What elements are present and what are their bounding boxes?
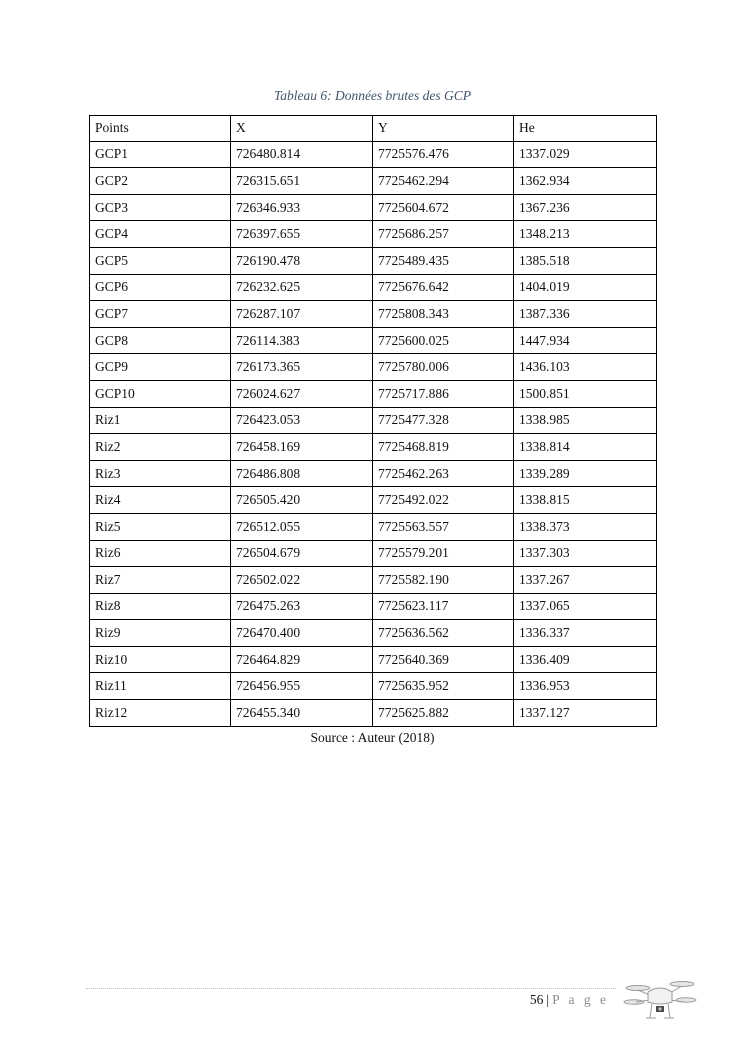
cell-point: Riz1 [90, 407, 231, 434]
cell-y: 7725780.006 [373, 354, 514, 381]
cell-x: 726024.627 [231, 380, 373, 407]
cell-y: 7725623.117 [373, 593, 514, 620]
cell-x: 726505.420 [231, 487, 373, 514]
cell-point: Riz4 [90, 487, 231, 514]
table-row [90, 540, 657, 567]
cell-point: GCP10 [90, 380, 231, 407]
cell-x: 726190.478 [231, 247, 373, 274]
cell-x: 726480.814 [231, 141, 373, 168]
cell-x: 726114.383 [231, 327, 373, 354]
page-number-value: 56 [529, 992, 544, 1007]
table-body [90, 141, 657, 726]
table-row [90, 513, 657, 540]
cell-he: 1367.236 [514, 194, 657, 221]
cell-he: 1336.953 [514, 673, 657, 700]
table-row [90, 593, 657, 620]
cell-he: 1338.814 [514, 434, 657, 461]
cell-he: 1500.851 [514, 380, 657, 407]
drone-icon [622, 972, 698, 1026]
cell-point: GCP4 [90, 221, 231, 248]
cell-y: 7725489.435 [373, 247, 514, 274]
table-row [90, 434, 657, 461]
table-row [90, 567, 657, 594]
cell-y: 7725636.562 [373, 620, 514, 647]
cell-he: 1447.934 [514, 327, 657, 354]
cell-y: 7725582.190 [373, 567, 514, 594]
column-header-y: Y [373, 116, 514, 142]
cell-x: 726397.655 [231, 221, 373, 248]
cell-point: Riz2 [90, 434, 231, 461]
cell-y: 7725462.294 [373, 168, 514, 195]
cell-x: 726486.808 [231, 460, 373, 487]
cell-y: 7725600.025 [373, 327, 514, 354]
cell-he: 1337.127 [514, 700, 657, 727]
cell-y: 7725640.369 [373, 646, 514, 673]
table-row [90, 407, 657, 434]
cell-point: Riz9 [90, 620, 231, 647]
cell-he: 1337.303 [514, 540, 657, 567]
page-word: P a g e [552, 992, 609, 1007]
table-row [90, 274, 657, 301]
cell-he: 1387.336 [514, 301, 657, 328]
cell-point: GCP5 [90, 247, 231, 274]
cell-y: 7725468.819 [373, 434, 514, 461]
cell-y: 7725576.476 [373, 141, 514, 168]
cell-x: 726173.365 [231, 354, 373, 381]
cell-he: 1336.337 [514, 620, 657, 647]
page-number [530, 992, 609, 1008]
cell-y: 7725492.022 [373, 487, 514, 514]
cell-x: 726502.022 [231, 567, 373, 594]
cell-x: 726475.263 [231, 593, 373, 620]
table-source: Source : Auteur (2018) [310, 730, 435, 745]
cell-point: GCP8 [90, 327, 231, 354]
cell-y: 7725462.263 [373, 460, 514, 487]
cell-he: 1338.815 [514, 487, 657, 514]
cell-x: 726423.053 [231, 407, 373, 434]
cell-x: 726456.955 [231, 673, 373, 700]
cell-y: 7725604.672 [373, 194, 514, 221]
cell-point: GCP2 [90, 168, 231, 195]
footer-divider [86, 988, 616, 989]
column-header-he: He [514, 116, 657, 142]
table-row [90, 380, 657, 407]
table-row [90, 460, 657, 487]
page-number-separator: | [546, 992, 550, 1007]
cell-point: GCP7 [90, 301, 231, 328]
table-row [90, 673, 657, 700]
table-row [90, 221, 657, 248]
cell-he: 1436.103 [514, 354, 657, 381]
cell-x: 726458.169 [231, 434, 373, 461]
cell-x: 726512.055 [231, 513, 373, 540]
cell-he: 1337.029 [514, 141, 657, 168]
cell-he: 1339.289 [514, 460, 657, 487]
column-header-x: X [231, 116, 373, 142]
cell-y: 7725808.343 [373, 301, 514, 328]
table-row [90, 301, 657, 328]
cell-point: GCP1 [90, 141, 231, 168]
cell-he: 1337.065 [514, 593, 657, 620]
table-header [90, 116, 657, 142]
table-row [90, 141, 657, 168]
cell-x: 726455.340 [231, 700, 373, 727]
cell-y: 7725676.642 [373, 274, 514, 301]
cell-x: 726504.679 [231, 540, 373, 567]
cell-point: Riz7 [90, 567, 231, 594]
table-row [90, 700, 657, 727]
cell-he: 1348.213 [514, 221, 657, 248]
gcp-data-table [89, 115, 657, 727]
header-row [90, 116, 657, 142]
cell-y: 7725625.882 [373, 700, 514, 727]
cell-y: 7725563.557 [373, 513, 514, 540]
cell-x: 726232.625 [231, 274, 373, 301]
cell-x: 726470.400 [231, 620, 373, 647]
cell-y: 7725686.257 [373, 221, 514, 248]
cell-point: GCP9 [90, 354, 231, 381]
cell-he: 1338.373 [514, 513, 657, 540]
cell-point: Riz5 [90, 513, 231, 540]
cell-he: 1338.985 [514, 407, 657, 434]
cell-point: Riz11 [90, 673, 231, 700]
cell-x: 726464.829 [231, 646, 373, 673]
cell-point: Riz3 [90, 460, 231, 487]
cell-he: 1404.019 [514, 274, 657, 301]
cell-point: Riz6 [90, 540, 231, 567]
table-row [90, 168, 657, 195]
table-row [90, 327, 657, 354]
table-row [90, 354, 657, 381]
cell-y: 7725579.201 [373, 540, 514, 567]
table-row [90, 247, 657, 274]
cell-point: Riz12 [90, 700, 231, 727]
cell-y: 7725717.886 [373, 380, 514, 407]
cell-x: 726287.107 [231, 301, 373, 328]
cell-point: Riz8 [90, 593, 231, 620]
cell-y: 7725477.328 [373, 407, 514, 434]
cell-he: 1337.267 [514, 567, 657, 594]
cell-he: 1385.518 [514, 247, 657, 274]
column-header-points: Points [90, 116, 231, 142]
table-row [90, 487, 657, 514]
table-caption: Tableau 6: Données brutes des GCP [273, 88, 472, 103]
cell-point: GCP3 [90, 194, 231, 221]
cell-x: 726315.651 [231, 168, 373, 195]
table-row [90, 646, 657, 673]
cell-point: Riz10 [90, 646, 231, 673]
table-row [90, 620, 657, 647]
table-row [90, 194, 657, 221]
cell-x: 726346.933 [231, 194, 373, 221]
cell-he: 1362.934 [514, 168, 657, 195]
cell-he: 1336.409 [514, 646, 657, 673]
cell-y: 7725635.952 [373, 673, 514, 700]
cell-point: GCP6 [90, 274, 231, 301]
